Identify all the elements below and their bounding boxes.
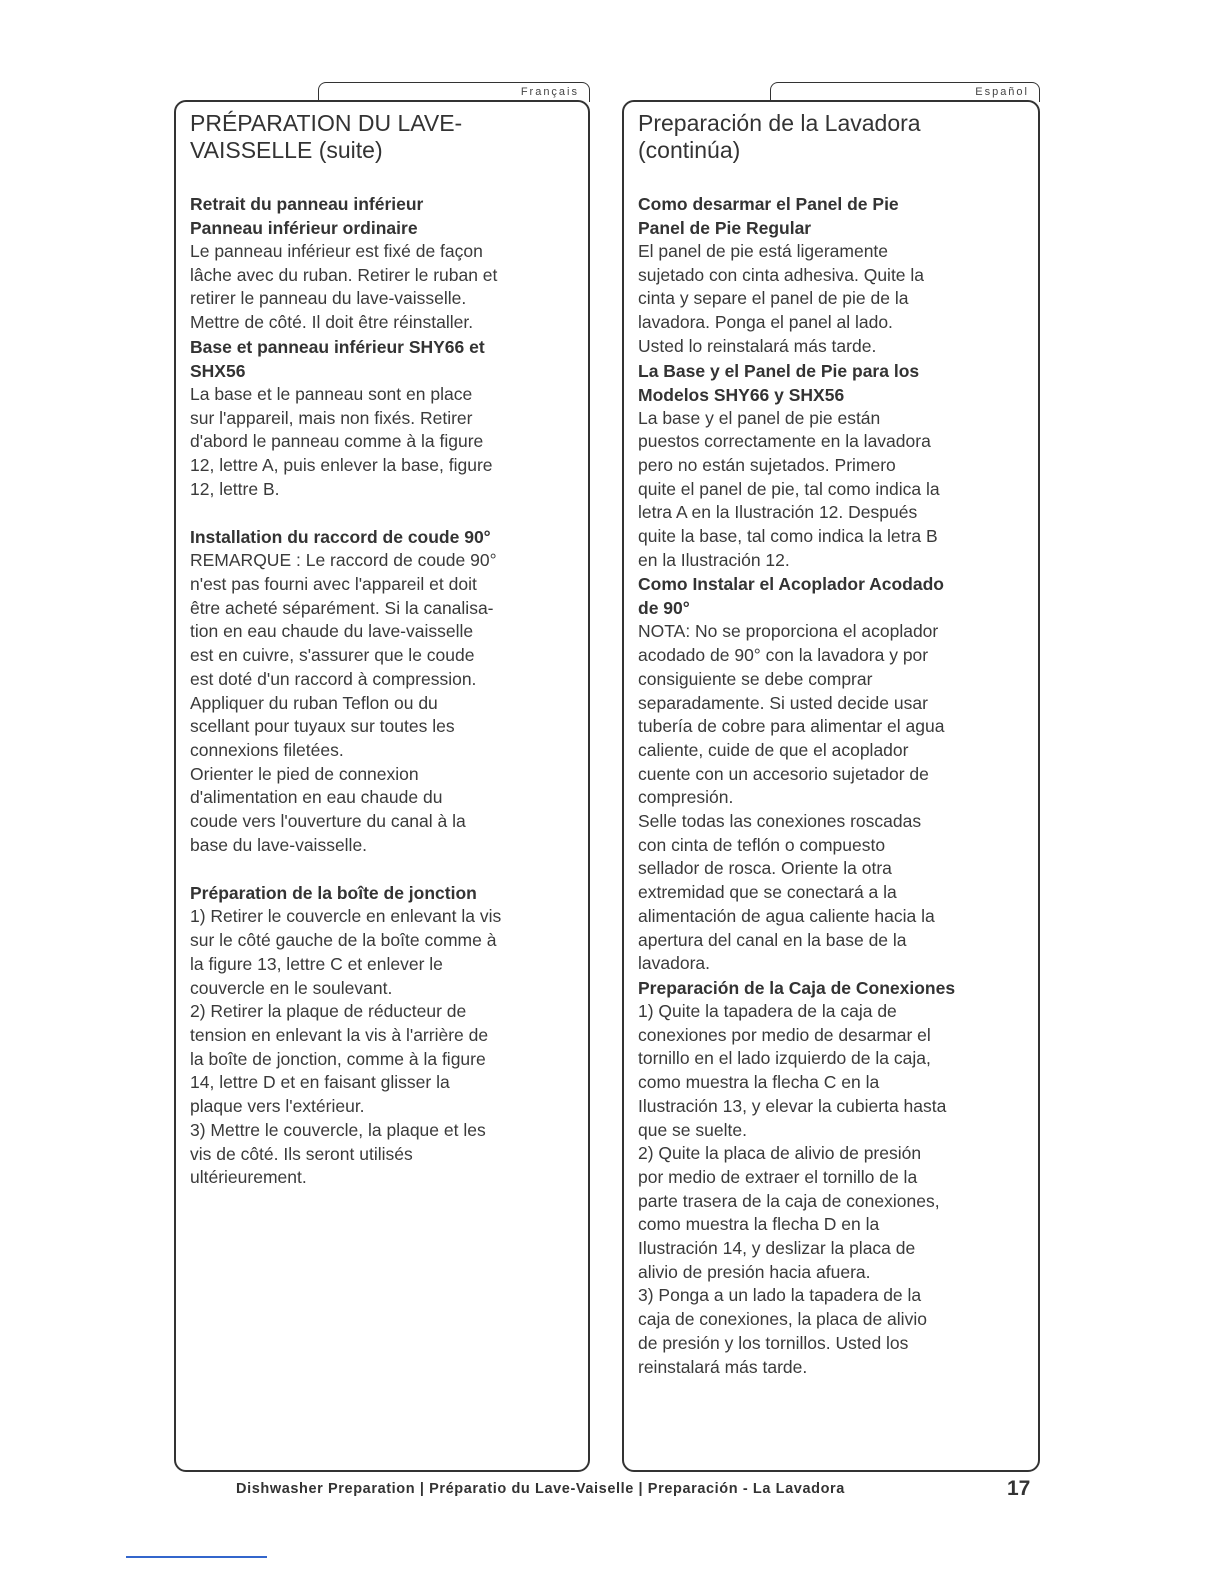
section-heading: [638, 976, 1024, 1000]
text-line: Orienter le pied de connexion: [190, 763, 419, 784]
text-line: 2) Retirer la plaque de réducteur de: [190, 1001, 467, 1022]
heading-line: SHX56: [190, 360, 246, 381]
text-line: separadamente. Si usted decide usar: [638, 692, 928, 713]
text-line: conexiones por medio de desarmar el: [638, 1024, 931, 1045]
text-line: scellant pour tuyaux sur toutes les: [190, 716, 455, 737]
text-line: compresión.: [638, 787, 734, 808]
text-line: n'est pas fourni avec l'appareil et doit: [190, 574, 477, 595]
body-paragraph: [190, 905, 574, 1189]
text-line: puestos correctamente en la lavadora: [638, 431, 931, 452]
body-paragraph: [638, 620, 1024, 976]
text-line: 1) Retirer le couvercle en enlevant la vis: [190, 906, 502, 927]
text-line: parte trasera de la caja de conexiones,: [638, 1190, 940, 1211]
language-tab-french: Français: [318, 82, 590, 102]
text-line: que se suelte.: [638, 1119, 747, 1140]
text-line: Ilustración 14, y deslizar la placa de: [638, 1238, 916, 1259]
text-line: retirer le panneau du lave-vaisselle.: [190, 288, 467, 309]
body-paragraph: [190, 383, 574, 502]
text-line: Le panneau inférieur est fixé de façon: [190, 241, 483, 261]
text-line: d'abord le panneau comme à la figure: [190, 431, 484, 452]
heading-line: de 90°: [638, 598, 690, 619]
heading-line: Retrait du panneau inférieur: [190, 194, 424, 214]
text-line: caliente, cuide de que el acoplador: [638, 739, 909, 760]
text-line: acodado de 90° con la lavadora y por: [638, 645, 929, 666]
body-paragraph: [190, 240, 574, 335]
french-instructions-panel: [174, 100, 590, 1472]
text-line: pero no están sujetados. Primero: [638, 454, 896, 475]
french-title-line: PRÉPARATION DU LAVE-: [190, 110, 463, 136]
text-line: lavadora. Ponga el panel al lado.: [638, 312, 893, 333]
text-line: consiguiente se debe comprar: [638, 668, 873, 689]
bottom-rule: [126, 1556, 267, 1558]
section-heading: [190, 216, 574, 240]
text-line: lâche avec du ruban. Retirer le ruban et: [190, 264, 498, 285]
text-line: apertura del canal en la base de la: [638, 929, 907, 950]
text-line: 1) Quite la tapadera de la caja de: [638, 1000, 897, 1021]
text-line: la boîte de jonction, comme à la figure: [190, 1048, 486, 1069]
heading-line: Installation du raccord de coude 90°: [190, 527, 491, 548]
text-line: cuente con un accesorio sujetador de: [638, 763, 929, 784]
text-line: 2) Quite la placa de alivio de presión: [638, 1143, 922, 1164]
section-gap: [190, 501, 574, 525]
body-paragraph: [190, 549, 574, 857]
text-line: couvercle en le soulevant.: [190, 977, 393, 998]
text-line: de presión y los tornillos. Usted los: [638, 1332, 909, 1353]
section-heading: [190, 335, 574, 383]
page-number: 17: [1007, 1477, 1031, 1500]
language-tab-spanish: Español: [770, 82, 1040, 102]
text-line: como muestra la flecha D en la: [638, 1214, 880, 1235]
text-line: letra A en la Ilustración 12. Después: [638, 502, 918, 523]
text-line: sur l'appareil, mais non fixés. Retirer: [190, 407, 473, 428]
text-line: Appliquer du ruban Teflon ou du: [190, 692, 438, 713]
text-line: est en cuivre, s'assurer que le coude: [190, 645, 475, 666]
text-line: NOTA: No se proporciona el acoplador: [638, 621, 939, 642]
text-line: reinstalará más tarde.: [638, 1356, 808, 1377]
heading-line: Como desarmar el Panel de Pie: [638, 194, 899, 214]
text-line: 3) Ponga a un lado la tapadera de la: [638, 1285, 922, 1306]
spanish-panel-title: [638, 110, 1024, 164]
heading-line: Panel de Pie Regular: [638, 218, 812, 238]
text-line: alimentación de agua caliente hacia la: [638, 905, 935, 926]
text-line: La base y el panel de pie están: [638, 407, 881, 428]
french-title-line: VAISSELLE (suite): [190, 137, 383, 163]
text-line: tornillo en el lado izquierdo de la caja,: [638, 1048, 931, 1069]
text-line: Mettre de côté. Il doit être réinstaller.: [190, 312, 474, 333]
text-line: El panel de pie está ligeramente: [638, 241, 889, 261]
french-content: [190, 192, 574, 1190]
section-heading: [638, 216, 1024, 240]
text-line: 3) Mettre le couvercle, la plaque et les: [190, 1119, 486, 1140]
text-line: por medio de extraer el tornillo de la: [638, 1166, 918, 1187]
text-line: Ilustración 13, y elevar la cubierta hasta: [638, 1095, 947, 1116]
text-line: como muestra la flecha C en la: [638, 1072, 880, 1093]
heading-line: Préparation de la boîte de jonction: [190, 883, 477, 904]
text-line: cinta y separe el panel de pie de la: [638, 288, 909, 309]
text-line: vis de côté. Ils seront utilisés: [190, 1143, 413, 1164]
section-heading: [638, 572, 1024, 620]
text-line: alivio de presión hacia afuera.: [638, 1261, 871, 1282]
text-line: tion en eau chaude du lave-vaisselle: [190, 621, 474, 642]
text-line: 14, lettre D et en faisant glisser la: [190, 1072, 450, 1093]
spanish-content: [638, 192, 1024, 1379]
section-heading: [190, 525, 574, 549]
text-line: 12, lettre B.: [190, 478, 280, 499]
text-line: être acheté séparément. Si la canalisa-: [190, 597, 494, 618]
section-heading: [190, 192, 574, 216]
text-line: extremidad que se conectará a la: [638, 882, 897, 903]
text-line: tension en enlevant la vis à l'arrière de: [190, 1024, 489, 1045]
text-line: d'alimentation en eau chaude du: [190, 787, 443, 808]
text-line: caja de conexiones, la placa de alivio: [638, 1309, 927, 1330]
heading-line: Preparación de la Caja de Conexiones: [638, 977, 956, 998]
french-panel-title: [190, 110, 574, 164]
text-line: coude vers l'ouverture du canal à la: [190, 811, 466, 832]
text-line: quite la base, tal como indica la letra B: [638, 526, 938, 547]
spanish-title-line: (continúa): [638, 137, 741, 163]
spanish-title-line: Preparación de la Lavadora: [638, 110, 921, 136]
text-line: La base et le panneau sont en place: [190, 383, 473, 404]
text-line: con cinta de teflón o compuesto: [638, 834, 886, 855]
spanish-instructions-panel: [622, 100, 1040, 1472]
heading-line: Panneau inférieur ordinaire: [190, 218, 418, 238]
heading-line: Como Instalar el Acoplador Acodado: [638, 574, 944, 595]
text-line: sujetado con cinta adhesiva. Quite la: [638, 264, 925, 285]
text-line: la figure 13, lettre C et enlever le: [190, 953, 443, 974]
body-paragraph: [638, 407, 1024, 573]
text-line: connexions filetées.: [190, 739, 344, 760]
body-paragraph: [638, 240, 1024, 359]
page-footer: Dishwasher Preparation | Préparatio du Lave-Vaiselle | Preparación - La Lavadora: [236, 1481, 845, 1497]
text-line: base du lave-vaisselle.: [190, 834, 368, 855]
body-paragraph: [638, 1000, 1024, 1379]
section-heading: [638, 192, 1024, 216]
text-line: plaque vers l'extérieur.: [190, 1096, 365, 1117]
heading-line: La Base y el Panel de Pie para los: [638, 360, 920, 381]
text-line: sellador de rosca. Oriente la otra: [638, 858, 892, 879]
section-gap: [190, 857, 574, 881]
text-line: sur le côté gauche de la boîte comme à: [190, 930, 497, 951]
heading-line: Modelos SHY66 y SHX56: [638, 384, 845, 405]
text-line: ultérieurement.: [190, 1167, 307, 1188]
text-line: REMARQUE : Le raccord de coude 90°: [190, 550, 497, 571]
text-line: Usted lo reinstalará más tarde.: [638, 335, 877, 356]
text-line: quite el panel de pie, tal como indica la: [638, 478, 940, 499]
text-line: en la Ilustración 12.: [638, 549, 790, 570]
section-heading: [638, 359, 1024, 407]
text-line: tubería de cobre para alimentar el agua: [638, 716, 945, 737]
text-line: lavadora.: [638, 953, 710, 974]
text-line: est doté d'un raccord à compression.: [190, 668, 477, 689]
text-line: Selle todas las conexiones roscadas: [638, 811, 922, 832]
heading-line: Base et panneau inférieur SHY66 et: [190, 336, 485, 357]
section-heading: [190, 881, 574, 905]
text-line: 12, lettre A, puis enlever la base, figure: [190, 454, 493, 475]
